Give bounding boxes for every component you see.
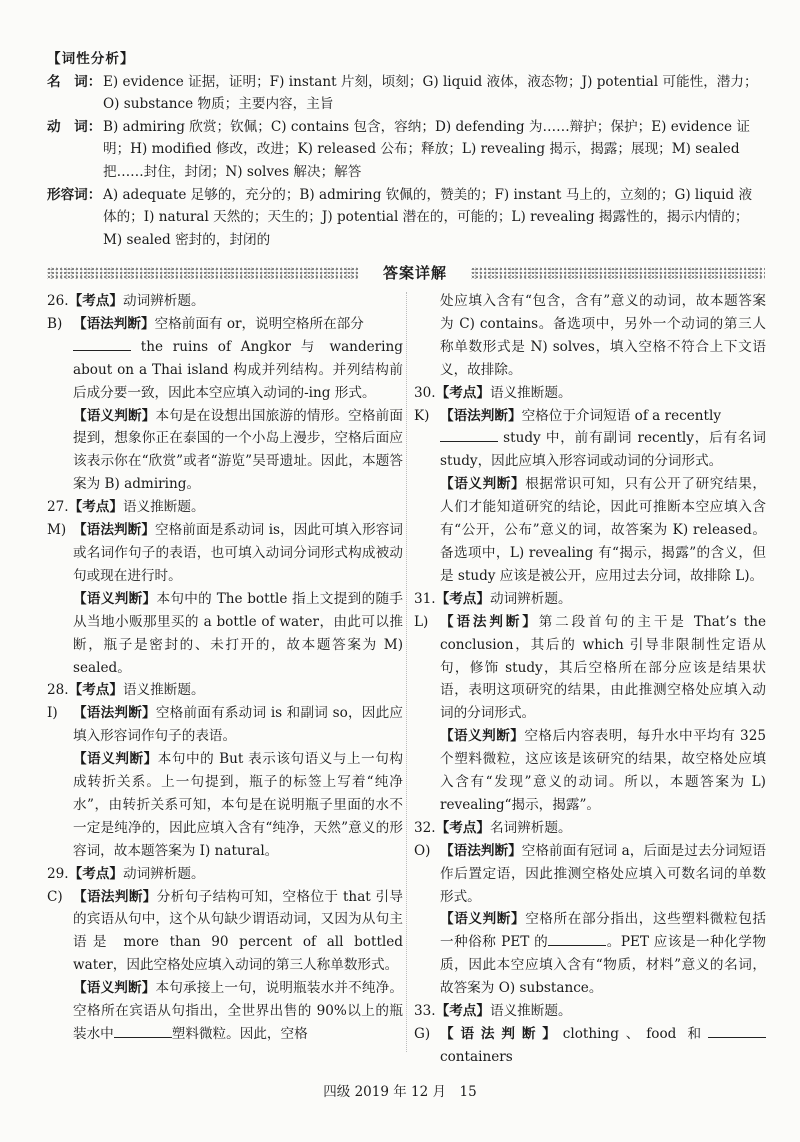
q30-grammar — [414, 405, 766, 474]
answer-letter: B) — [47, 315, 63, 332]
grammar-text: 空格前面有冠词 a，后面是过去分词短语作后置定语，因此推测空格处应填入可数名词的单数形式。 — [440, 842, 766, 905]
semantic-text-post: 。PET 应该是一种化学物质，因此本空应填入含有“物质，材料”意义的名词，故答案为 O) substance。 — [440, 934, 766, 997]
vocab-label: 名 词： — [47, 73, 102, 90]
q31-semantic — [414, 725, 766, 817]
question-type: 动词辨析题。 — [490, 590, 572, 607]
grammar-tag: 【语法判断】 — [73, 888, 157, 905]
semantic-text: 本句是在设想出国旅游的情形。空格前面提到，想象你正在泰国的一个小岛上漫步，空格后面应该表示你在“欣赏”或者“游览”吴哥遗址。因此，本题答案为 B) admiring。 — [73, 407, 404, 493]
semantic-tag: 【语义判断】 — [73, 980, 156, 997]
vocab-row-verbs — [47, 116, 765, 184]
vocab-text: B) admiring 欣赏；钦佩；C) contains 包含，容纳；D) defending 为……辩护；保护；E) evidence 证明；H) modified 修改，改进；K) released 公布；释放；L) revealing 揭示，揭露；展现；M) sealed 把……封住，封闭；N) solves 解决；解答 — [103, 118, 750, 180]
grammar-text: 分析句子结构可知，空格位于 that 引导的宾语从句中，这个从句缺少谓语动词，又因为从句主语是 more than 90 percent of all bottled water，因此空格处应填入动词的第三人称单数形式。 — [73, 888, 403, 974]
semantic-text-post: 塑料微粒。因此，空格 — [171, 1026, 308, 1042]
question-type: 语义推断题。 — [123, 499, 205, 516]
grammar-tag: 【语法判断】 — [440, 1026, 563, 1042]
grammar-tag: 【语法判断】 — [440, 842, 522, 859]
semantic-tag: 【语义判断】 — [440, 476, 526, 493]
question-type: 语义推断题。 — [490, 1003, 572, 1020]
banner-pattern-right — [471, 267, 765, 279]
semantic-text: 根据常识可知，只有公开了研究结果，人们才能知道研究的结论，因此可推断本空应填入含有“公开，公布”意义的词，故答案为 K) released。备选项中，L) revealing 有“揭示，揭露”的含义，但是 study 应该是被公开，应用过去分词，故排除 L)。 — [440, 476, 767, 584]
question-27-header — [47, 496, 403, 519]
question-29-header — [47, 863, 403, 886]
semantic-text-pre: 本句承接上一句，说明瓶装水并不纯净。空格所在宾语从句指出，全世界出售的 90%以上的瓶装水中 — [73, 980, 404, 1042]
vocab-label: 形容词： — [47, 186, 102, 203]
question-type: 语义推断题。 — [123, 682, 205, 699]
blank-line — [73, 338, 131, 351]
answer-letter: C) — [47, 888, 63, 905]
answer-letter: M) — [47, 522, 67, 539]
right-column — [414, 290, 766, 1069]
banner-title: 答案详解 — [382, 264, 447, 282]
left-column — [47, 290, 403, 1046]
question-number: 31. — [414, 590, 436, 607]
question-number: 29. — [47, 865, 69, 882]
question-31-header — [414, 588, 766, 611]
q28-semantic — [47, 748, 403, 863]
grammar-text-post: containers — [440, 1048, 513, 1065]
q29-grammar — [47, 886, 403, 978]
semantic-text-pre: 空格所在部分指出，这些塑料微粒包括一种俗称 PET 的 — [440, 911, 767, 951]
answer-letter: I) — [47, 705, 58, 722]
point-tag: 【考点】 — [435, 384, 490, 401]
semantic-tag: 【语义判断】 — [440, 728, 525, 745]
q29-continued: 处应填入含有“包含，含有”意义的动词，故本题答案为 C) contains。备选项中，另外一个动词的第三人称单数形式是 N) solves，填入空格不符合上下文语义，故排除。 — [440, 293, 766, 378]
grammar-tag: 【语法判断】 — [440, 613, 539, 630]
grammar-tag: 【语法判断】 — [73, 315, 155, 332]
grammar-tag: 【语法判断】 — [440, 407, 522, 424]
semantic-text: 本句中的 The bottle 指上文提到的随手从当地小贩那里买的 a bottle of water，由此可以推断，瓶子是密封的、未打开的，故本题答案为 M) sealed。 — [73, 590, 403, 676]
answer-letter: K) — [414, 407, 430, 424]
question-33-header — [414, 1000, 766, 1023]
answer-letter: G) — [414, 1026, 431, 1042]
answer-letter: O) — [414, 842, 431, 859]
semantic-tag: 【语义判断】 — [73, 590, 157, 607]
q29-semantic — [47, 977, 403, 1046]
q32-semantic — [414, 908, 766, 1000]
semantic-text: 本句中的 But 表示该句语义与上一句构成转折关系。上一句提到，瓶子的标签上写着“纯净水”，由转折关系可知，本句是在说明瓶子里面的水不一定是纯净的，因此应填入含有“纯净，天然”意义的形容词，故本题答案为 I) natural。 — [73, 751, 403, 859]
grammar-text: 空格前面是系动词 is，因此可填入形容词或名词作句子的表语，也可填入动词分词形式构成被动句或现在进行时。 — [73, 522, 403, 584]
semantic-tag: 【语义判断】 — [73, 407, 156, 424]
semantic-tag: 【语义判断】 — [73, 751, 158, 768]
q26-semantic — [47, 405, 403, 497]
grammar-tag: 【语法判断】 — [73, 705, 156, 722]
question-number: 28. — [47, 682, 69, 699]
q26-grammar — [47, 313, 403, 405]
question-number: 32. — [414, 819, 436, 836]
point-tag: 【考点】 — [68, 293, 123, 309]
answer-explanation-banner — [47, 262, 765, 284]
page-footer: 四级 2019 年 12 月 15 — [323, 1084, 477, 1100]
question-number: 26. — [47, 293, 69, 309]
q28-grammar — [47, 702, 403, 748]
vocab-label: 动 词： — [47, 118, 102, 135]
vocab-section-title: 【词性分析】 — [47, 51, 135, 67]
point-tag: 【考点】 — [435, 590, 490, 607]
grammar-text-post: study 中，前有副词 recently，后有名词 study，因此应填入形容词或动词的分词形式。 — [440, 430, 766, 470]
question-type: 动词辨析题。 — [123, 293, 205, 309]
vocab-row-nouns — [47, 71, 765, 116]
semantic-tag: 【语义判断】 — [440, 911, 526, 928]
q33-grammar — [414, 1023, 766, 1069]
vocabulary-analysis — [47, 48, 765, 251]
grammar-text: 第二段首句的主干是 That’s the conclusion，其后的 which 引导非限制性定语从句，修饰 study，其后空格所在部分应该是结果状语，表明这项研究的结果，由此推测空格处应填入动词的分词形式。 — [440, 613, 767, 722]
blank-line — [708, 1025, 766, 1038]
point-tag: 【考点】 — [435, 1003, 490, 1020]
banner-pattern-left — [47, 267, 359, 279]
question-number: 27. — [47, 499, 69, 516]
vocab-text: A) adequate 足够的，充分的；B) admiring 钦佩的，赞美的；F) instant 马上的，立刻的；G) liquid 液体的；I) natural 天然的；天生的；J) potential 潜在的，可能的；L) revealing 揭露性的，揭示内情的；M) sealed 密封的，封闭的 — [103, 186, 753, 248]
grammar-text-pre: 空格位于介词短语 of a recently — [521, 407, 722, 424]
vocab-row-adjectives — [47, 184, 765, 252]
point-tag: 【考点】 — [435, 819, 490, 836]
question-type: 动词辨析题。 — [123, 865, 205, 882]
blank-line — [548, 933, 606, 946]
point-tag: 【考点】 — [68, 499, 123, 516]
grammar-text-pre: 空格前面有 or，说明空格所在部分 — [154, 315, 364, 332]
grammar-text-post: the ruins of Angkor 与 wandering about on a Thai island 构成并列结构。并列结构前后成分要一致，因此本空应填入动词的-ing 形式。 — [73, 338, 403, 401]
question-30-header — [414, 382, 766, 405]
grammar-tag: 【语法判断】 — [73, 522, 155, 539]
question-32-header — [414, 817, 766, 840]
question-type: 语义推断题。 — [490, 384, 572, 401]
blank-line — [440, 429, 498, 442]
q27-semantic — [47, 588, 403, 680]
grammar-text: 空格前面有系动词 is 和副词 so，因此应填入形容词作句子的表语。 — [73, 705, 404, 745]
grammar-text-pre: clothing、food 和 — [562, 1026, 709, 1042]
question-number: 33. — [414, 1003, 436, 1020]
point-tag: 【考点】 — [68, 865, 123, 882]
question-number: 30. — [414, 384, 436, 401]
blank-line — [114, 1025, 172, 1038]
column-divider — [406, 292, 407, 1052]
q31-grammar — [414, 611, 766, 726]
question-26-header — [47, 290, 403, 313]
question-type: 名词辨析题。 — [490, 819, 572, 836]
vocab-text: E) evidence 证据，证明；F) instant 片刻，顷刻；G) liquid 液体，液态物；J) potential 可能性，潜力；O) substance 物质；主要内容，主旨 — [103, 73, 758, 113]
q30-semantic — [414, 473, 766, 588]
point-tag: 【考点】 — [68, 682, 123, 699]
question-28-header — [47, 679, 403, 702]
q27-grammar — [47, 519, 403, 588]
answer-letter: L) — [414, 613, 429, 630]
semantic-text: 空格后内容表明，每升水中平均有 325 个塑料微粒，这应该是该研究的结果，故空格处应填入含有“发现”意义的动词。所以，本题答案为 L) revealing“揭示，揭露”。 — [440, 728, 766, 813]
q32-grammar — [414, 840, 766, 909]
